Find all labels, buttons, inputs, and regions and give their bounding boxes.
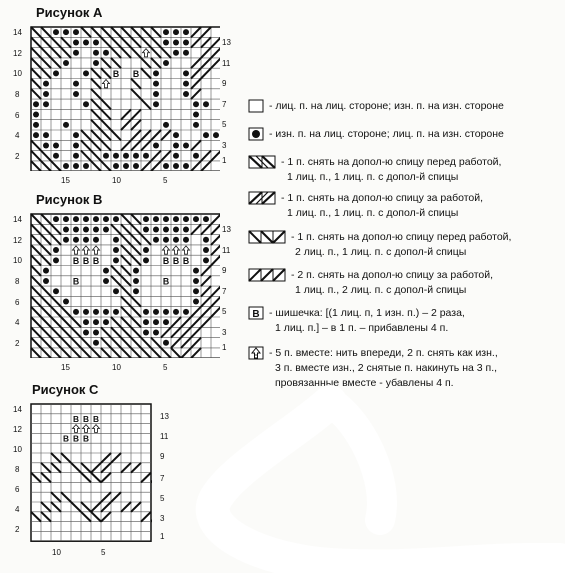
bobble-mark: B bbox=[72, 433, 80, 444]
chart-c-right-row-7: 7 bbox=[160, 474, 165, 483]
legend-text: - шишечка: [(1 лиц. п, 1 изн. п.) – 2 раза, 1 лиц. п.] – в 1 п. – прибавлены 4 п. bbox=[269, 307, 465, 334]
chart-c-right-row-5: 5 bbox=[160, 494, 165, 503]
chart-b-left-row-2: 2 bbox=[15, 339, 20, 348]
chart-b-left-row-14: 14 bbox=[13, 215, 22, 224]
chart-b-left-row-6: 6 bbox=[15, 298, 20, 307]
chart-b-title: Рисунок B bbox=[36, 192, 103, 207]
chart-a-right-row-13: 13 bbox=[222, 38, 231, 47]
legend-text: - 5 п. вместе: нить впереди, 2 п. снять как изн., 3 п. вместе изн., 2 снятые п. накинуть на 3 п., провязанные вместе - убавлены 4 п. bbox=[269, 347, 498, 389]
chart-c-left-row-6: 6 bbox=[15, 485, 20, 494]
chart-a-right-row-7: 7 bbox=[222, 100, 227, 109]
chart-a-left-row-12: 12 bbox=[13, 49, 22, 58]
chart-a-left-row-4: 4 bbox=[15, 131, 20, 140]
legend-text: - 1 п. снять на допол-ю спицу перед работой, 2 лиц. п., 1 лиц. п. с допол-й спицы bbox=[291, 231, 512, 258]
bobble-mark: B bbox=[112, 69, 120, 79]
chart-c-col-5: 5 bbox=[101, 548, 106, 557]
chart-a-right-row-5: 5 bbox=[222, 120, 227, 129]
bobble-mark: B bbox=[162, 256, 170, 266]
chart-c-right-row-13: 13 bbox=[160, 412, 169, 421]
legend-text: - лиц. п. на лиц. стороне; изн. п. на изн. стороне bbox=[269, 100, 504, 112]
chart-b-right-row-1: 1 bbox=[222, 343, 227, 352]
chart-c-left-row-2: 2 bbox=[15, 525, 20, 534]
bobble-mark: B bbox=[162, 276, 170, 287]
bobble-mark: B bbox=[82, 414, 90, 425]
chart-a-left-row-8: 8 bbox=[15, 90, 20, 99]
chart-c-left-row-4: 4 bbox=[15, 505, 20, 514]
chart-c-right-row-3: 3 bbox=[160, 514, 165, 523]
bobble-mark: B bbox=[82, 433, 90, 444]
chart-a-right-row-11: 11 bbox=[222, 59, 231, 68]
bobble-mark: B bbox=[72, 256, 80, 266]
chart-b-right-row-3: 3 bbox=[222, 328, 227, 337]
chart-a-left-row-10: 10 bbox=[13, 69, 22, 78]
chart-b-col-10: 10 bbox=[112, 363, 121, 372]
svg-text:B: B bbox=[252, 309, 260, 320]
chart-c-col-10: 10 bbox=[52, 548, 61, 557]
bobble-mark: B bbox=[132, 69, 140, 79]
chart-a-col-10: 10 bbox=[112, 176, 121, 185]
chart-b-left-row-12: 12 bbox=[13, 236, 22, 245]
chart-b-right-row-13: 13 bbox=[222, 225, 231, 234]
bobble-mark: B bbox=[172, 256, 180, 266]
bobble-mark: B bbox=[82, 256, 90, 266]
chart-c-left-row-12: 12 bbox=[13, 425, 22, 434]
legend-text: - изн. п. на лиц. стороне; лиц. п. на изн. стороне bbox=[269, 128, 504, 140]
chart-c-right-row-9: 9 bbox=[160, 452, 165, 461]
chart-b-left-row-10: 10 bbox=[13, 256, 22, 265]
chart-a-right-row-3: 3 bbox=[222, 141, 227, 150]
chart-c-title: Рисунок C bbox=[32, 382, 99, 397]
legend-text: - 1 п. снять на допол-ю спицу за работой, 1 лиц. п., 1 лиц. п. с допол-й спицы bbox=[281, 192, 484, 219]
chart-c-left-row-8: 8 bbox=[15, 465, 20, 474]
bobble-mark: B bbox=[92, 414, 100, 425]
chart-b-left-row-4: 4 bbox=[15, 318, 20, 327]
bobble-mark: B bbox=[182, 256, 190, 266]
chart-c-right-row-11: 11 bbox=[160, 432, 169, 441]
chart-c-right-row-1: 1 bbox=[160, 532, 165, 541]
legend-text: - 1 п. снять на допол-ю спицу перед работой, 1 лиц. п., 1 лиц. п. с допол-й спицы bbox=[281, 156, 502, 183]
chart-c-left-row-14: 14 bbox=[13, 405, 22, 414]
chart-a-title: Рисунок A bbox=[36, 5, 103, 20]
chart-b-col-5: 5 bbox=[163, 363, 168, 372]
chart-b-right-row-9: 9 bbox=[222, 266, 227, 275]
chart-b-right-row-5: 5 bbox=[222, 307, 227, 316]
chart-a-col-15: 15 bbox=[61, 176, 70, 185]
chart-a-right-row-1: 1 bbox=[222, 156, 227, 165]
chart-b-left-row-8: 8 bbox=[15, 277, 20, 286]
chart-a-right-row-9: 9 bbox=[222, 79, 227, 88]
chart-a-col-5: 5 bbox=[163, 176, 168, 185]
bobble-mark: B bbox=[72, 276, 80, 287]
chart-a-left-row-6: 6 bbox=[15, 111, 20, 120]
bobble-mark: B bbox=[92, 256, 100, 266]
bobble-mark: B bbox=[72, 414, 80, 425]
chart-b-right-row-11: 11 bbox=[222, 246, 231, 255]
legend-text: - 2 п. снять на допол-ю спицу за работой, 1 лиц. п., 2 лиц. п. с допол-й спицы bbox=[291, 269, 494, 296]
chart-b-right-row-7: 7 bbox=[222, 287, 227, 296]
chart-a-left-row-2: 2 bbox=[15, 152, 20, 161]
chart-c-left-row-10: 10 bbox=[13, 445, 22, 454]
bobble-mark: B bbox=[62, 433, 70, 444]
chart-b-col-15: 15 bbox=[61, 363, 70, 372]
chart-a-left-row-14: 14 bbox=[13, 28, 22, 37]
